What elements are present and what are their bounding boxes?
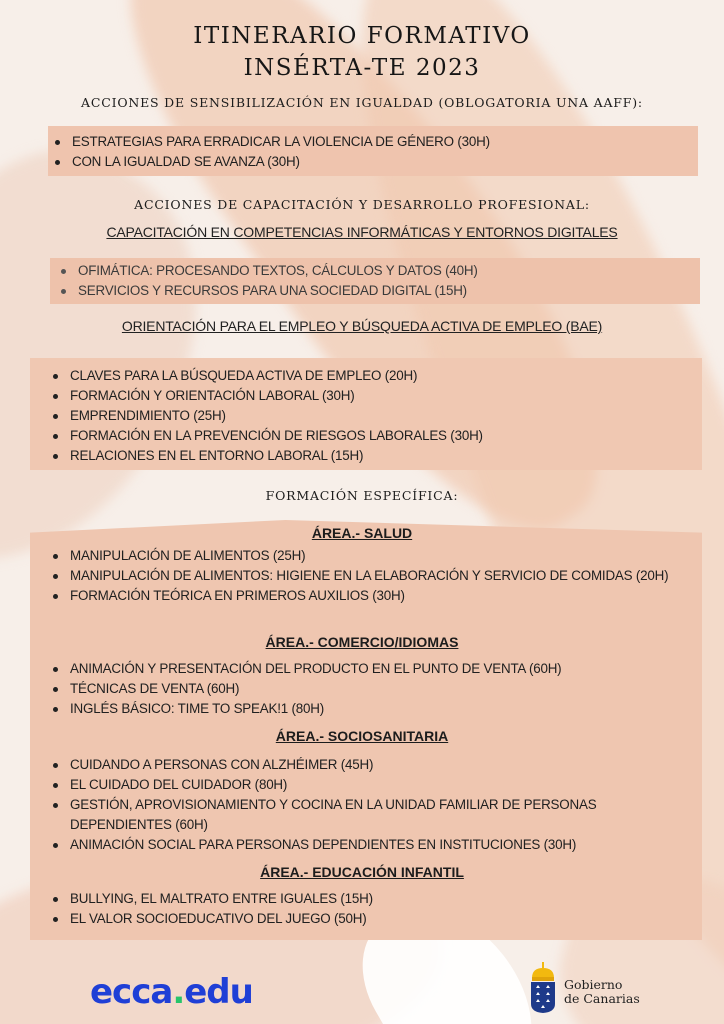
bullet-icon <box>53 707 58 712</box>
list-item: GESTIÓN, APROVISIONAMIENTO Y COCINA EN LA UNIDAD FAMILIAR DE PERSONAS DEPENDIENTES (60H) <box>50 795 690 835</box>
list-igualdad <box>52 132 672 172</box>
gobierno-de-canarias-logo <box>528 962 640 1014</box>
bullet-icon <box>53 374 58 379</box>
list-item: EL CUIDADO DEL CUIDADOR (80H) <box>50 775 690 795</box>
bullet-icon <box>53 414 58 419</box>
bullet-icon <box>53 454 58 459</box>
list-digital <box>58 261 678 301</box>
list-item: FORMACIÓN EN LA PREVENCIÓN DE RIESGOS LABORALES (30H) <box>50 426 670 446</box>
list-item: TÉCNICAS DE VENTA (60H) <box>50 679 690 699</box>
subheading-empleo: ORIENTACIÓN PARA EL EMPLEO Y BÚSQUEDA ACTIVA DE EMPLEO (BAE) <box>121 318 603 334</box>
area-heading-sociosanitaria: ÁREA.- SOCIOSANITARIA <box>275 728 449 744</box>
bullet-icon <box>53 843 58 848</box>
list-item: CLAVES PARA LA BÚSQUEDA ACTIVA DE EMPLEO (20H) <box>50 366 670 386</box>
gobierno-text: Gobierno de Canarias <box>564 977 640 1006</box>
list-comercio <box>50 659 690 719</box>
area-heading-salud: ÁREA.- SALUD <box>311 525 413 541</box>
heading-especifica: FORMACIÓN ESPECÍFICA: <box>265 488 459 503</box>
bullet-icon <box>53 803 58 808</box>
bullet-icon <box>55 140 60 145</box>
list-empleo <box>50 366 670 466</box>
list-item: CON LA IGUALDAD SE AVANZA (30H) <box>52 152 672 172</box>
list-item: SERVICIOS Y RECURSOS PARA UNA SOCIEDAD DIGITAL (15H) <box>58 281 678 301</box>
bullet-icon <box>53 917 58 922</box>
subheading-digital: CAPACITACIÓN EN COMPETENCIAS INFORMÁTICAS Y ENTORNOS DIGITALES <box>106 224 618 240</box>
bullet-icon <box>53 554 58 559</box>
canarias-coat-of-arms-icon <box>528 962 558 1014</box>
bullet-icon <box>55 160 60 165</box>
bullet-icon <box>53 687 58 692</box>
bullet-icon <box>53 394 58 399</box>
heading-igualdad: ACCIONES DE SENSIBILIZACIÓN EN IGUALDAD (OBLOGATORIA UNA AAFF): <box>81 95 643 110</box>
list-item: OFIMÁTICA: PROCESANDO TEXTOS, CÁLCULOS Y DATOS (40H) <box>58 261 678 281</box>
area-heading-educacion-infantil: ÁREA.- EDUCACIÓN INFANTIL <box>260 864 464 880</box>
list-item: CUIDANDO A PERSONAS CON ALZHÉIMER (45H) <box>50 755 690 775</box>
bullet-icon <box>61 269 66 274</box>
list-educacion-infantil <box>50 889 690 929</box>
list-item: INGLÉS BÁSICO: TIME TO SPEAK!1 (80H) <box>50 699 690 719</box>
area-heading-comercio: ÁREA.- COMERCIO/IDIOMAS <box>265 634 459 650</box>
list-item: ANIMACIÓN Y PRESENTACIÓN DEL PRODUCTO EN EL PUNTO DE VENTA (60H) <box>50 659 690 679</box>
list-item: MANIPULACIÓN DE ALIMENTOS (25H) <box>50 546 690 566</box>
list-item: FORMACIÓN TEÓRICA EN PRIMEROS AUXILIOS (30H) <box>50 586 690 606</box>
bullet-icon <box>53 574 58 579</box>
ecca-edu-logo: ecca.edu <box>90 972 253 1012</box>
list-item: RELACIONES EN EL ENTORNO LABORAL (15H) <box>50 446 670 466</box>
title-line-2: INSÉRTA-TE 2023 <box>243 55 481 81</box>
bullet-icon <box>61 289 66 294</box>
bullet-icon <box>53 667 58 672</box>
bullet-icon <box>53 594 58 599</box>
title-line-1: ITINERARIO FORMATIVO <box>193 23 531 49</box>
heading-capacitacion: ACCIONES DE CAPACITACIÓN Y DESARROLLO PROFESIONAL: <box>134 197 590 212</box>
list-sociosanitaria <box>50 755 690 855</box>
list-item: ESTRATEGIAS PARA ERRADICAR LA VIOLENCIA DE GÉNERO (30H) <box>52 132 672 152</box>
list-item: BULLYING, EL MALTRATO ENTRE IGUALES (15H) <box>50 889 690 909</box>
bullet-icon <box>53 783 58 788</box>
list-item: MANIPULACIÓN DE ALIMENTOS: HIGIENE EN LA ELABORACIÓN Y SERVICIO DE COMIDAS (20H) <box>50 566 690 586</box>
list-item: EL VALOR SOCIOEDUCATIVO DEL JUEGO (50H) <box>50 909 690 929</box>
list-item: ANIMACIÓN SOCIAL PARA PERSONAS DEPENDIENTES EN INSTITUCIONES (30H) <box>50 835 690 855</box>
list-item: FORMACIÓN Y ORIENTACIÓN LABORAL (30H) <box>50 386 670 406</box>
bullet-icon <box>53 434 58 439</box>
bullet-icon <box>53 763 58 768</box>
bullet-icon <box>53 897 58 902</box>
list-salud <box>50 546 690 606</box>
list-item: EMPRENDIMIENTO (25H) <box>50 406 670 426</box>
